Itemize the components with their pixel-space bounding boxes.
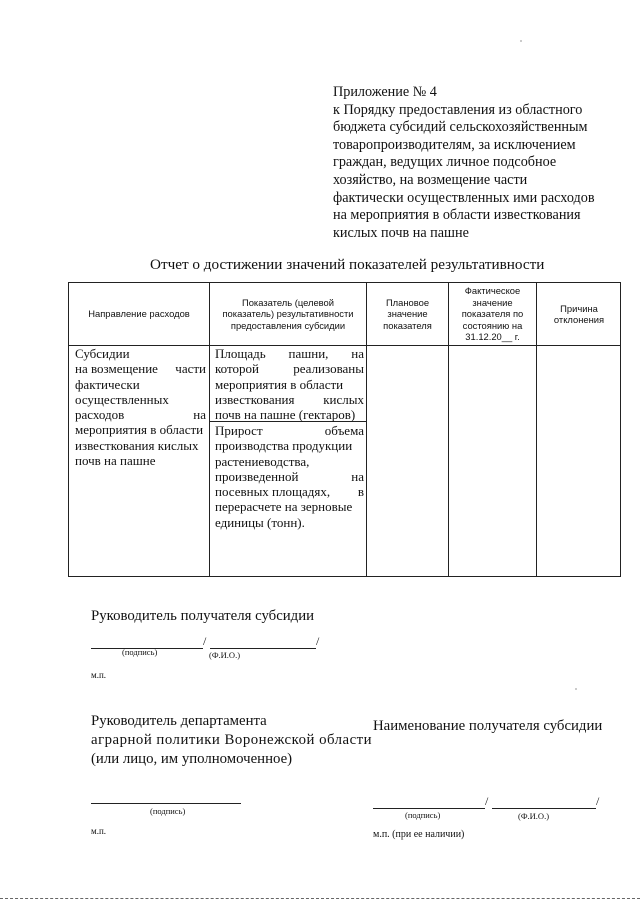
header-planned-value	[367, 283, 448, 345]
slash-separator: /	[596, 794, 600, 808]
signature-caption: (подпись)	[405, 810, 441, 820]
cell-line: которой реализованы	[215, 361, 364, 377]
signature-line[interactable]	[91, 803, 241, 804]
signature-line[interactable]	[373, 808, 485, 809]
indicator-production-cell	[215, 423, 364, 530]
scan-speck	[575, 688, 577, 690]
header-text: показателя	[383, 319, 432, 331]
department-head-title-line: аграрной политики Воронежской области	[91, 732, 373, 748]
annex-line: кислых почв на пашне	[333, 224, 469, 241]
annex-block	[333, 84, 623, 242]
signature-caption: (подпись)	[122, 647, 158, 657]
annex-line: хозяйство, на возмещение части	[333, 171, 528, 188]
header-direction	[69, 283, 209, 345]
annex-line: граждан, ведущих личное подсобное	[333, 154, 557, 171]
header-text: предоставления субсидии	[230, 319, 346, 331]
slash-separator: /	[316, 634, 320, 648]
annex-line: к Порядку предоставления из областного	[333, 101, 583, 118]
name-caption: (Ф.И.О.)	[518, 811, 550, 821]
cell-line: расходов на	[75, 407, 206, 423]
annex-line: Приложение № 4	[333, 84, 437, 100]
header-text: значение	[387, 308, 428, 320]
cell-line: растениеводства,	[215, 453, 310, 469]
indicator-area-cell	[215, 346, 364, 422]
stamp-label: м.п.	[91, 670, 107, 680]
name-caption: (Ф.И.О.)	[209, 650, 241, 660]
cell-line: почв на пашне (гектаров)	[215, 407, 356, 423]
stamp-label: м.п. (при ее наличии)	[373, 829, 465, 840]
annex-line: бюджета субсидий сельскохозяйственным	[333, 119, 588, 136]
header-text: отклонения	[553, 314, 605, 325]
stamp-label: м.п.	[91, 826, 107, 836]
signature-caption: (подпись)	[150, 806, 186, 816]
name-line[interactable]	[210, 648, 316, 649]
department-head-title-line: Руководитель департамента	[91, 713, 267, 729]
cell-line: Субсидии	[75, 346, 130, 361]
recipient-name-title: Наименование получателя субсидии	[373, 718, 603, 734]
cell-line: известкования кислых	[75, 437, 199, 453]
page-edge-rule	[0, 898, 640, 899]
direction-cell	[75, 346, 206, 468]
cell-line: производства продукции	[215, 438, 353, 454]
cell-line: мероприятия в области	[215, 376, 344, 392]
header-text: Направление расходов	[88, 308, 190, 320]
header-text: Показатель (целевой	[241, 296, 335, 308]
header-text: показатель) результативности	[222, 308, 354, 320]
header-indicator	[210, 283, 366, 345]
name-line[interactable]	[492, 808, 596, 809]
cell-line: перерасчете на зерновые	[215, 499, 353, 515]
header-actual-value	[449, 283, 536, 345]
cell-line: единицы (тонн).	[215, 514, 305, 530]
cell-line: почв на пашне	[75, 453, 156, 469]
cell-line: Площадь пашни, на	[215, 346, 364, 361]
cell-line: посевных площадях, в	[215, 484, 364, 500]
report-title: Отчет о достижении значений показателей результативности	[150, 256, 545, 273]
cell-line: мероприятия в области	[75, 422, 204, 438]
header-deviation-reason	[537, 283, 621, 345]
slash-separator: /	[203, 634, 207, 648]
department-head-title-line: (или лицо, им уполномоченное)	[91, 751, 293, 767]
header-text: Плановое	[385, 296, 430, 308]
cell-line: осуществленных	[75, 391, 169, 407]
annex-line: на мероприятия в области известкования	[333, 207, 581, 224]
header-text: Причина	[560, 302, 598, 314]
cell-line: известкования кислых	[215, 391, 364, 407]
annex-line: фактически осуществленных ими расходов	[333, 189, 595, 206]
header-text: Фактическое	[464, 285, 521, 297]
cell-line: фактически	[75, 376, 140, 392]
report-table	[68, 282, 621, 577]
header-text: показателя по	[461, 308, 524, 320]
cell-line: Прирост объема	[215, 423, 364, 438]
header-text: 31.12.20__ г.	[465, 331, 520, 343]
annex-line: товаропроизводителям, за исключением	[333, 136, 576, 153]
cell-line: на возмещение части	[75, 361, 206, 377]
slash-separator: /	[485, 794, 489, 808]
header-text: состоянию на	[462, 319, 523, 331]
recipient-head-title: Руководитель получателя субсидии	[91, 608, 315, 624]
header-text: значение	[472, 296, 513, 308]
scan-speck	[520, 40, 522, 42]
cell-line: произведенной на	[215, 468, 364, 484]
